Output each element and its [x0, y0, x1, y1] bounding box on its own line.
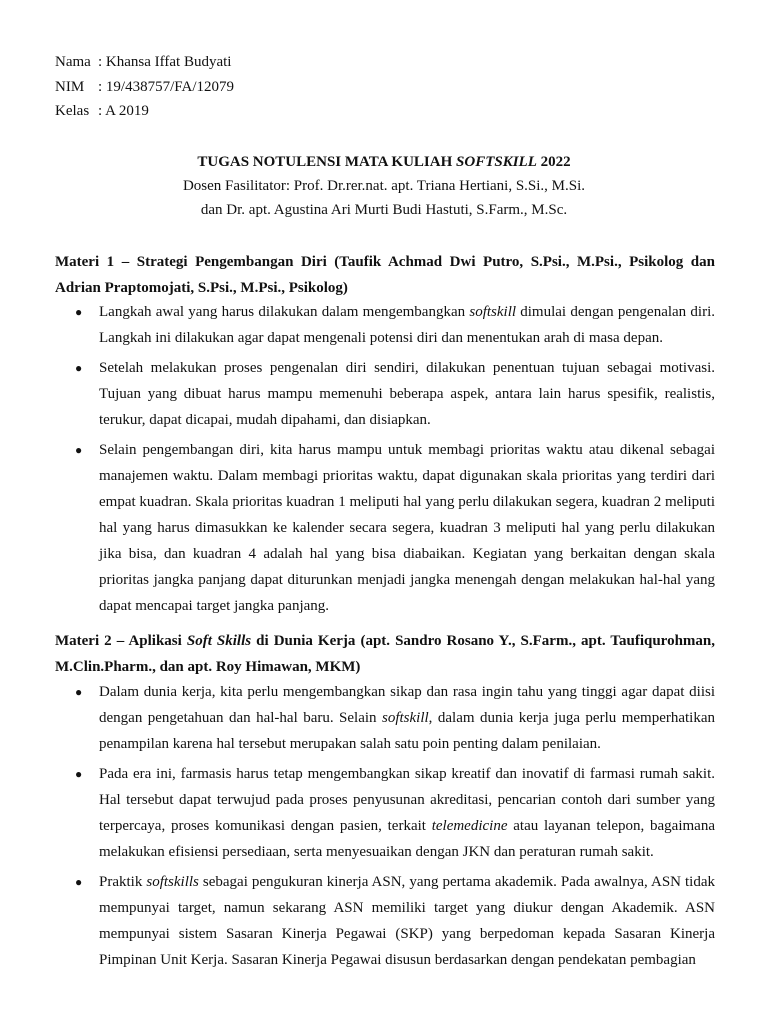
student-info: [55, 50, 234, 124]
title-prefix: TUGAS NOTULENSI MATA KULIAH: [197, 154, 457, 170]
list-item: [55, 761, 715, 865]
info-row-kelas: [55, 99, 234, 124]
materi-2-bullet-1-text-cont: , dalam dunia kerja juga perlu memperhatikan penampilan karena hal tersebut merupakan salah satu poin penting dalam penilaian.: [99, 710, 715, 752]
list-item: [55, 679, 715, 757]
materi-2-bullet-3-text-cont: sebagai pengukuran kinerja ASN, yang pertama akademik. Pada awalnya, ASN tidak mempunyai target, namun sekarang ASN memiliki target yang diukur dengan Akademik. ASN mempunyai sistem Sasaran Kinerja Pegawai (SKP) yang berpedoman kepada Sasaran Kinerja Pimpinan Unit Kerja. Sasaran Kinerja Pegawai disusun berdasarkan dengan pendekatan pembagian: [99, 874, 715, 968]
dosen-line-2: dan Dr. apt. Agustina Ari Murti Budi Hastuti, S.Farm., M.Sc.: [200, 202, 568, 218]
materi-2-title: [55, 628, 715, 680]
bullet-dot-icon: ●: [75, 361, 83, 375]
materi-1-bullet-2-text: Setelah melakukan proses pengenalan diri sendiri, dilakukan penentuan tujuan sebagai motivasi. Tujuan yang dibuat harus mampu memenuhi beberapa aspek, antara lain harus spesifik, realistis, terukur, dapat dicapai, mudah dipahami, dan disiapkan.: [99, 360, 715, 428]
materi-2-bullet-3-emphasis: softskills: [146, 874, 199, 890]
bullet-dot-icon: ●: [75, 443, 83, 457]
materi-2-bullet-1-emphasis: softskill: [382, 710, 429, 726]
info-row-nim: [55, 75, 234, 100]
nama-label: Nama: [55, 54, 91, 70]
materi-2-title-line-2: M.Clin.Pharm., dan apt. Roy Himawan, MKM): [55, 659, 361, 675]
title-suffix: 2022: [536, 154, 571, 170]
materi-2-title-emphasis: Soft Skills: [186, 633, 252, 649]
nim-label: NIM: [55, 78, 85, 95]
bullet-dot-icon: ●: [75, 875, 83, 889]
bullet-dot-icon: ●: [75, 685, 83, 699]
document-header: [0, 150, 768, 222]
list-item: [55, 299, 715, 351]
materi-1-bullet-1-text-cont: dimulai dengan pengenalan diri. Langkah ini dilakukan agar dapat mengenali potensi diri dan menentukan arah di masa depan.: [99, 304, 715, 346]
materi-2-title-line-1: [55, 628, 715, 654]
materi-1-bullet-1-emphasis: softskill: [469, 304, 517, 320]
materi-2-bullet-2-emphasis: telemedicine: [431, 818, 508, 834]
title-emphasis: SOFTSKILL: [456, 154, 537, 170]
info-row-nama: [55, 50, 234, 75]
list-item: [55, 355, 715, 433]
materi-2-list: [55, 679, 715, 977]
kelas-label: Kelas: [55, 103, 90, 119]
bullet-dot-icon: ●: [75, 305, 83, 319]
bullet-dot-icon: ●: [75, 767, 83, 781]
dosen-line-1: Dosen Fasilitator: Prof. Dr.rer.nat. apt. Triana Hertiani, S.Si., M.Si.: [182, 178, 586, 194]
materi-2-title-text-cont: di Dunia Kerja (apt. Sandro Rosano Y., S.Farm., apt. Taufiqurohman,: [251, 633, 715, 649]
materi-2-title-text: Materi 2 – Aplikasi: [55, 633, 187, 649]
document-title: [0, 150, 768, 174]
list-item: [55, 437, 715, 619]
materi-2-bullet-2-text-cont: atau layanan telepon, bagaimana melakukan efisiensi persediaan, serta menyesuaikan dengan JKN dan peraturan rumah sakit.: [99, 818, 715, 860]
materi-2-bullet-2-text: Pada era ini, farmasis harus tetap mengembangkan sikap kreatif dan inovatif di farmasi rumah sakit. Hal tersebut dapat terwujud pada proses penyusunan akreditasi, pencarian contoh dari sumber yang terpercaya, proses komunikasi dengan pasien, terkait: [99, 766, 715, 834]
materi-1-list: [55, 299, 715, 623]
nama-value: : Khansa Iffat Budyati: [98, 54, 232, 70]
materi-1-title-line-1: Materi 1 – Strategi Pengembangan Diri (Taufik Achmad Dwi Putro, S.Psi., M.Psi., Psikolog dan: [55, 254, 715, 270]
materi-2-bullet-1-text: Dalam dunia kerja, kita perlu mengembangkan sikap dan rasa ingin tahu yang tinggi agar dapat diisi dengan pengetahuan dan hal-hal baru. Selain: [99, 684, 715, 726]
list-item: [55, 869, 715, 973]
materi-2-bullet-3-text: Praktik: [99, 874, 147, 890]
materi-1-title-line-2: Adrian Praptomojati, S.Psi., M.Psi., Psikolog): [55, 280, 348, 296]
materi-1-bullet-3-text: Selain pengembangan diri, kita harus mampu untuk membagi prioritas waktu atau dikenal sebagai manajemen waktu. Dalam membagi prioritas waktu, dapat digunakan skala prioritas yang terdiri dari empat kuadran. Skala prioritas kuadran 1 meliputi hal yang perlu dilakukan segera, kuadran 2 meliputi hal yang harus dimasukkan ke kalender secara segera, kuadran 3 meliputi hal yang perlu dilakukan jika bisa, dan kuadran 4 adalah hal yang bisa diabaikan. Kegiatan yang berkaitan dengan skala prioritas jangka panjang dapat diturunkan menjadi jangka menengah dengan melakukan hal-hal yang dapat mencapai target jangka panjang.: [99, 442, 715, 614]
nim-value: : 19/438757/FA/12079: [98, 78, 234, 95]
materi-1-bullet-1-text: Langkah awal yang harus dilakukan dalam mengembangkan: [99, 304, 470, 320]
materi-1-title: [55, 249, 715, 301]
kelas-value: : A 2019: [98, 103, 149, 119]
